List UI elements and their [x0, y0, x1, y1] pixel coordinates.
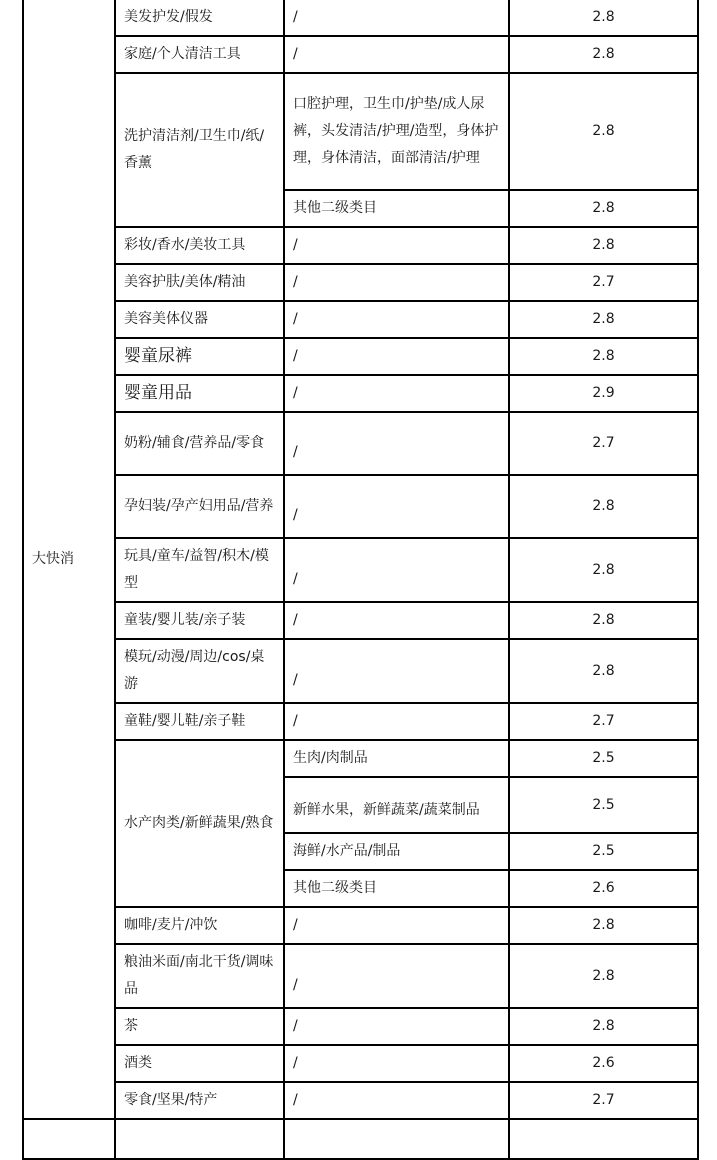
subcategory-cell: /	[284, 1045, 509, 1082]
subcategory-cell: /	[284, 538, 509, 602]
category-cell: 粮油米面/南北干货/调味品	[115, 944, 284, 1008]
next-group-cell	[23, 1119, 115, 1159]
category-cell: 美容美体仪器	[115, 301, 284, 338]
category-cell: 零食/坚果/特产	[115, 1082, 284, 1119]
rate-cell: 2.8	[509, 301, 698, 338]
next-subcategory-cell	[284, 1119, 509, 1159]
subcategory-cell: /	[284, 338, 509, 375]
rate-cell: 2.8	[509, 338, 698, 375]
subcategory-cell: 新鲜水果，新鲜蔬菜/蔬菜制品	[284, 777, 509, 833]
next-rate-cell	[509, 1119, 698, 1159]
category-cell: 茶	[115, 1008, 284, 1045]
rate-cell: 2.8	[509, 602, 698, 639]
rate-cell: 2.6	[509, 870, 698, 907]
subcategory-cell: 其他二级类目	[284, 190, 509, 227]
category-cell: 童鞋/婴儿鞋/亲子鞋	[115, 703, 284, 740]
subcategory-cell: 口腔护理，卫生巾/护垫/成人尿裤，头发清洁/护理/造型，身体护理，身体清洁，面部清洁/护理	[284, 73, 509, 190]
category-cell: 洗护清洁剂/卫生巾/纸/香薰	[115, 73, 284, 227]
rate-cell: 2.8	[509, 36, 698, 73]
subcategory-cell: /	[284, 475, 509, 538]
rate-cell: 2.6	[509, 1045, 698, 1082]
category-cell: 婴童尿裤	[115, 338, 284, 375]
rate-cell: 2.9	[509, 375, 698, 412]
rate-cell: 2.5	[509, 777, 698, 833]
subcategory-cell: /	[284, 602, 509, 639]
next-category-cell	[115, 1119, 284, 1159]
category-cell: 模玩/动漫/周边/cos/桌游	[115, 639, 284, 703]
rate-cell: 2.8	[509, 0, 698, 36]
subcategory-cell: /	[284, 0, 509, 36]
subcategory-cell: 其他二级类目	[284, 870, 509, 907]
rate-cell: 2.5	[509, 740, 698, 777]
category-cell: 奶粉/辅食/营养品/零食	[115, 412, 284, 475]
category-cell: 美发护发/假发	[115, 0, 284, 36]
rate-cell: 2.8	[509, 538, 698, 602]
subcategory-cell: /	[284, 301, 509, 338]
rate-cell: 2.8	[509, 475, 698, 538]
rate-cell: 2.7	[509, 264, 698, 301]
subcategory-cell: /	[284, 36, 509, 73]
rate-cell: 2.8	[509, 227, 698, 264]
subcategory-cell: /	[284, 907, 509, 944]
category-cell: 彩妆/香水/美妆工具	[115, 227, 284, 264]
rate-cell: 2.5	[509, 833, 698, 870]
category-cell: 孕妇装/孕产妇用品/营养	[115, 475, 284, 538]
subcategory-cell: /	[284, 264, 509, 301]
category-cell: 酒类	[115, 1045, 284, 1082]
rate-cell: 2.7	[509, 703, 698, 740]
rate-cell: 2.8	[509, 190, 698, 227]
subcategory-cell: /	[284, 227, 509, 264]
rate-cell: 2.8	[509, 1008, 698, 1045]
group-cell: 大快消	[23, 0, 115, 1119]
subcategory-cell: /	[284, 375, 509, 412]
subcategory-cell: /	[284, 1082, 509, 1119]
rate-cell: 2.7	[509, 412, 698, 475]
category-cell: 婴童用品	[115, 375, 284, 412]
category-cell: 美容护肤/美体/精油	[115, 264, 284, 301]
subcategory-cell: /	[284, 944, 509, 1008]
category-cell: 玩具/童车/益智/积木/模型	[115, 538, 284, 602]
rate-cell: 2.8	[509, 639, 698, 703]
category-rate-table	[22, 0, 699, 1160]
rate-cell: 2.8	[509, 944, 698, 1008]
category-cell: 水产肉类/新鲜蔬果/熟食	[115, 740, 284, 907]
rate-cell: 2.8	[509, 907, 698, 944]
subcategory-cell: /	[284, 639, 509, 703]
subcategory-cell: /	[284, 703, 509, 740]
subcategory-cell: /	[284, 1008, 509, 1045]
subcategory-cell: 海鲜/水产品/制品	[284, 833, 509, 870]
rate-cell: 2.7	[509, 1082, 698, 1119]
subcategory-cell: 生肉/肉制品	[284, 740, 509, 777]
subcategory-cell: /	[284, 412, 509, 475]
rate-cell: 2.8	[509, 73, 698, 190]
category-cell: 童装/婴儿装/亲子装	[115, 602, 284, 639]
category-cell: 家庭/个人清洁工具	[115, 36, 284, 73]
category-cell: 咖啡/麦片/冲饮	[115, 907, 284, 944]
